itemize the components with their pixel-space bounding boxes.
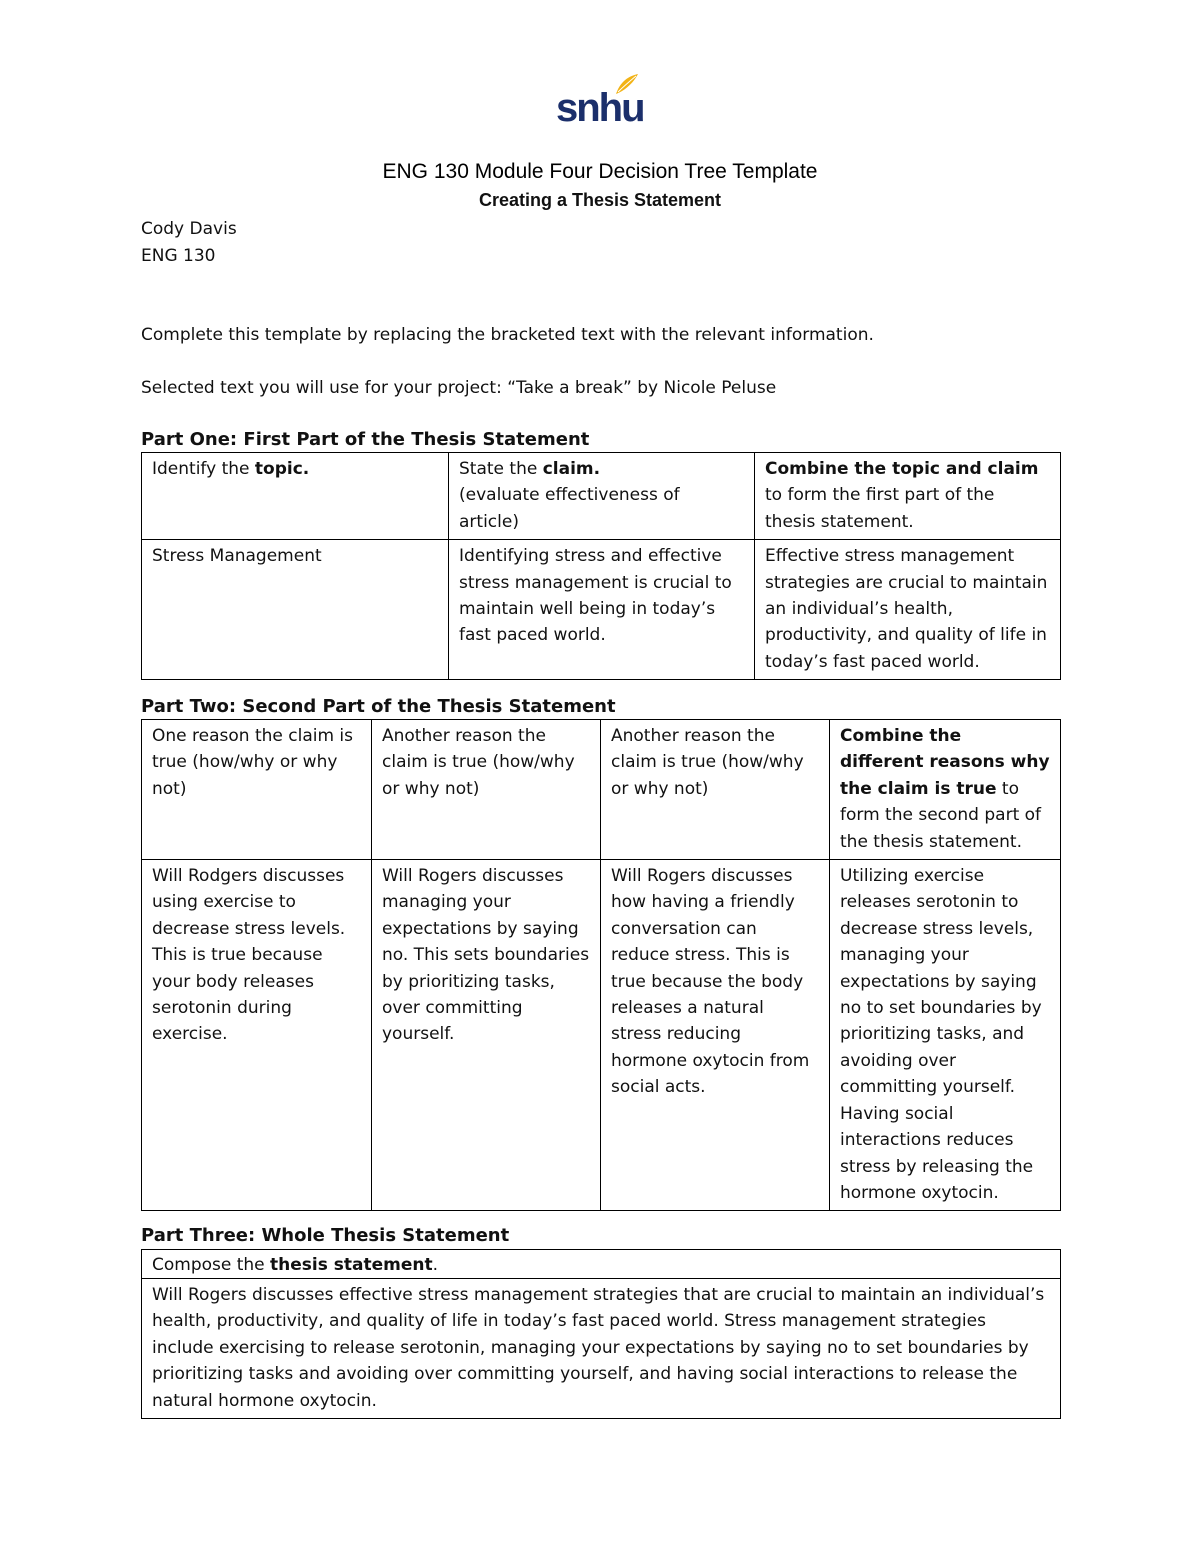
topic-cell: Stress Management [142, 540, 449, 680]
instructions: Complete this template by replacing the bracketed text with the relevant information. [141, 325, 874, 345]
reason-cell: Will Rogers discusses managing your expectations by saying no. This sets boundaries by prioritizing tasks, over committing yourself. [372, 860, 601, 1211]
header-cell: Combine the different reasons why the claim is true to form the second part of the thesis statement. [830, 720, 1061, 860]
part-two-heading: Part Two: Second Part of the Thesis Statement [141, 696, 616, 717]
header-cell: Another reason the claim is true (how/why or why not) [601, 720, 830, 860]
course-name: ENG 130 [141, 246, 216, 266]
logo-wordmark: snhu [556, 86, 644, 130]
table-row [142, 453, 1061, 540]
header-cell: Combine the topic and claim to form the first part of the thesis statement. [755, 453, 1061, 540]
header-cell: State the claim. (evaluate effectiveness of article) [449, 453, 755, 540]
snhu-logo [552, 72, 648, 134]
table-row [142, 540, 1061, 680]
table-row [142, 1279, 1061, 1419]
header-cell: Identify the topic. [142, 453, 449, 540]
thesis-cell: Will Rogers discusses effective stress management strategies that are crucial to maintain an individual’s health, productivity, and quality of life in today’s fast paced world. Stress management strategies include exercising to release serotonin, managing your expectations by saying no to set boundaries by prioritizing tasks and avoiding over committing yourself, and having social interactions to release the natural hormone oxytocin. [142, 1279, 1061, 1419]
part-one-table [141, 452, 1061, 680]
part-three-heading: Part Three: Whole Thesis Statement [141, 1225, 510, 1246]
combined-cell: Utilizing exercise releases serotonin to decrease stress levels, managing your expectations by saying no to set boundaries by prioritizing tasks, and avoiding over committing yourself. Having social interactions reduces stress by releasing the hormone oxytocin. [830, 860, 1061, 1211]
document-subtitle: Creating a Thesis Statement [478, 190, 722, 210]
table-row [142, 860, 1061, 1211]
header-cell: Compose the thesis statement. [142, 1250, 1061, 1279]
combined-cell: Effective stress management strategies are crucial to maintain an individual’s health, productivity, and quality of life in today’s fast paced world. [755, 540, 1061, 680]
header-cell: One reason the claim is true (how/why or why not) [142, 720, 372, 860]
claim-cell: Identifying stress and effective stress management is crucial to maintain well being in today’s fast paced world. [449, 540, 755, 680]
selected-text-line: Selected text you will use for your project: “Take a break” by Nicole Peluse [141, 378, 777, 398]
document-title: ENG 130 Module Four Decision Tree Template [382, 160, 818, 183]
table-row [142, 720, 1061, 860]
student-name: Cody Davis [141, 219, 237, 239]
reason-cell: Will Rodgers discusses using exercise to decrease stress levels. This is true because your body releases serotonin during exercise. [142, 860, 372, 1211]
part-three-table [141, 1249, 1061, 1419]
header-cell: Another reason the claim is true (how/why or why not) [372, 720, 601, 860]
part-one-heading: Part One: First Part of the Thesis Statement [141, 429, 590, 450]
part-two-table [141, 719, 1061, 1211]
table-row [142, 1250, 1061, 1279]
reason-cell: Will Rogers discusses how having a friendly conversation can reduce stress. This is true because the body releases a natural stress reducing hormone oxytocin from social acts. [601, 860, 830, 1211]
